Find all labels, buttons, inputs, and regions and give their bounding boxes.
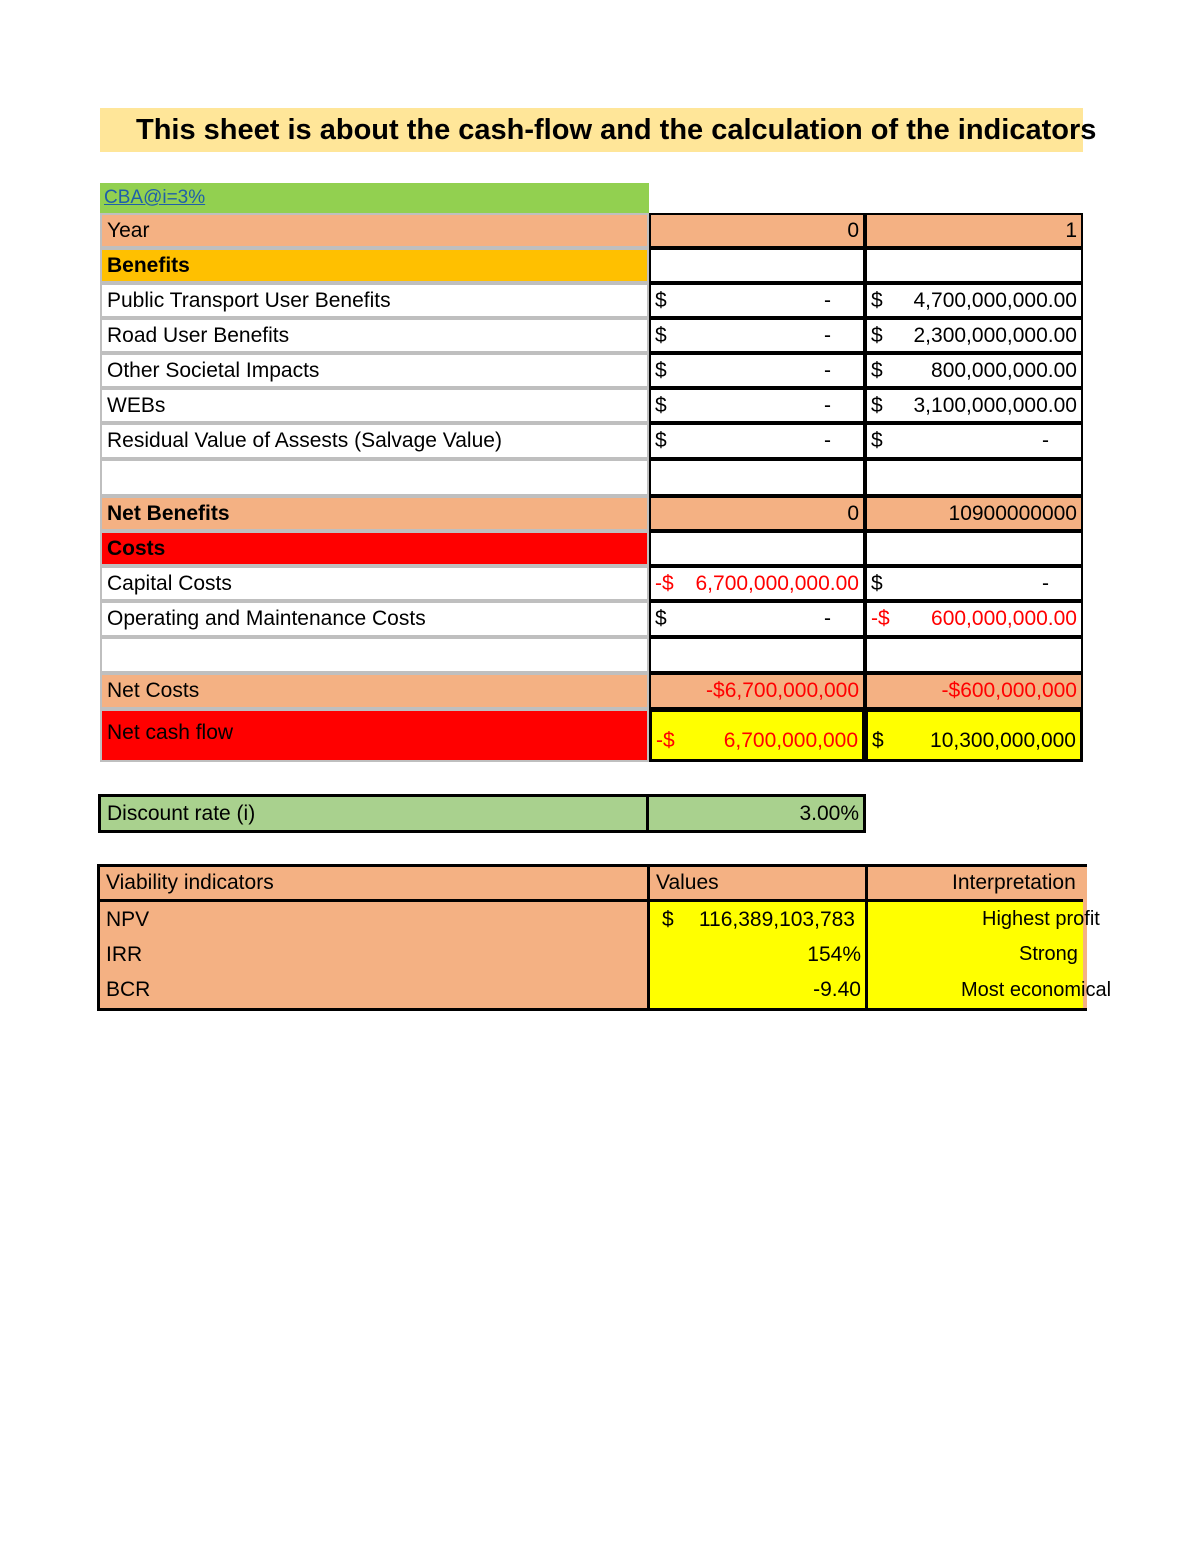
benefit-row-y0[interactable] <box>649 353 865 388</box>
currency-sign: $ <box>655 358 667 382</box>
net-cash-flow-y1[interactable] <box>865 709 1083 762</box>
amount: 6,700,000,000 <box>723 729 858 752</box>
amount: - <box>824 288 831 312</box>
npv-interpretation[interactable]: Highest profit <box>865 902 1083 937</box>
benefit-row-label[interactable]: Public Transport User Benefits <box>100 283 649 318</box>
benefits-header-y1[interactable] <box>865 248 1083 283</box>
benefit-row-label[interactable]: Road User Benefits <box>100 318 649 353</box>
benefit-row-y0[interactable] <box>649 318 865 353</box>
sheet-title-text: This sheet is about the cash-flow and the calculation of the indicators <box>136 114 1097 146</box>
benefit-row-label[interactable]: WEBs <box>100 388 649 423</box>
amount: - <box>824 323 831 347</box>
amount: 6,700,000,000.00 <box>695 571 859 595</box>
currency-sign: $ <box>871 323 883 347</box>
net-costs-y1[interactable]: -$600,000,000 <box>865 673 1083 709</box>
net-costs-y0[interactable]: -$6,700,000,000 <box>649 673 865 709</box>
currency-sign: $ <box>655 288 667 312</box>
net-benefits-y0[interactable]: 0 <box>649 496 865 531</box>
currency-sign: $ <box>871 393 883 417</box>
discount-rate-value[interactable]: 3.00% <box>646 794 866 833</box>
benefits-header[interactable]: Benefits <box>100 248 649 283</box>
costs-header-y0[interactable] <box>649 531 865 566</box>
cost-row-label[interactable]: Operating and Maintenance Costs <box>100 601 649 637</box>
amount: 600,000,000.00 <box>931 607 1077 630</box>
cost-row-y1[interactable] <box>865 601 1083 637</box>
currency-sign: $ <box>655 323 667 347</box>
currency-sign: -$ <box>655 571 674 595</box>
amount: - <box>824 429 831 452</box>
benefits-header-y0[interactable] <box>649 248 865 283</box>
benefit-row-y0[interactable] <box>649 423 865 459</box>
bcr-value[interactable]: -9.40 <box>647 972 865 1008</box>
benefit-row-y1[interactable] <box>865 353 1083 388</box>
benefit-row-y1[interactable] <box>865 423 1083 459</box>
viability-header-values[interactable]: Values <box>647 867 865 902</box>
benefit-row-y0[interactable] <box>649 283 865 318</box>
currency-sign: $ <box>662 907 674 931</box>
year-label[interactable]: Year <box>100 213 649 248</box>
amount: - <box>824 393 831 417</box>
benefit-row-y1[interactable] <box>865 283 1083 318</box>
net-costs-label[interactable]: Net Costs <box>100 673 649 709</box>
amount: 116,389,103,783 <box>698 907 855 931</box>
bcr-label[interactable]: BCR <box>100 972 647 1008</box>
amount: 10,300,000,000 <box>930 729 1076 752</box>
net-benefits-label[interactable]: Net Benefits <box>100 496 649 531</box>
currency-sign: $ <box>871 571 883 595</box>
viability-header-interpretation[interactable]: Interpretation <box>865 867 1083 902</box>
year-1-cell[interactable]: 1 <box>865 213 1083 248</box>
empty-row-y1[interactable] <box>865 459 1083 496</box>
empty-row-y0[interactable] <box>649 459 865 496</box>
amount: - <box>1042 429 1049 452</box>
currency-sign: $ <box>655 429 667 452</box>
costs-header[interactable]: Costs <box>100 531 649 566</box>
irr-interpretation[interactable]: Strong <box>865 937 1083 972</box>
net-cash-flow-y0[interactable] <box>649 709 865 762</box>
costs-header-y1[interactable] <box>865 531 1083 566</box>
benefit-row-y1[interactable] <box>865 388 1083 423</box>
currency-sign: -$ <box>656 729 675 752</box>
viability-header-label[interactable]: Viability indicators <box>100 867 647 902</box>
npv-label[interactable]: NPV <box>100 902 647 937</box>
year-0-cell[interactable]: 0 <box>649 213 865 248</box>
amount: - <box>1042 571 1049 595</box>
net-cash-flow-label[interactable]: Net cash flow <box>100 709 649 762</box>
empty-row-label[interactable] <box>100 459 649 496</box>
benefit-row-label[interactable]: Other Societal Impacts <box>100 353 649 388</box>
amount: 800,000,000.00 <box>931 358 1077 382</box>
benefit-row-y1[interactable] <box>865 318 1083 353</box>
empty-row-y0[interactable] <box>649 637 865 673</box>
amount: 2,300,000,000.00 <box>913 323 1077 347</box>
bcr-interpretation[interactable]: Most economical <box>865 972 1083 1008</box>
currency-sign: $ <box>655 607 667 630</box>
discount-rate-label[interactable]: Discount rate (i) <box>98 794 649 833</box>
net-benefits-y1[interactable]: 10900000000 <box>865 496 1083 531</box>
currency-sign: -$ <box>871 607 890 630</box>
benefit-row-y0[interactable] <box>649 388 865 423</box>
amount: - <box>824 358 831 382</box>
currency-sign: $ <box>871 358 883 382</box>
cba-link[interactable]: CBA@i=3% <box>104 187 206 208</box>
empty-row-label[interactable] <box>100 637 649 673</box>
cba-label-cell[interactable] <box>100 183 649 213</box>
currency-sign: $ <box>872 729 884 752</box>
sheet-title <box>100 108 1097 152</box>
irr-value[interactable]: 154% <box>647 937 865 972</box>
currency-sign: $ <box>655 393 667 417</box>
amount: - <box>824 607 831 630</box>
cost-row-y0[interactable] <box>649 566 865 601</box>
currency-sign: $ <box>871 429 883 452</box>
currency-sign: $ <box>871 288 883 312</box>
cost-row-y0[interactable] <box>649 601 865 637</box>
amount: 3,100,000,000.00 <box>913 393 1077 417</box>
npv-value[interactable] <box>647 902 865 937</box>
benefit-row-label[interactable]: Residual Value of Assests (Salvage Value) <box>100 423 649 459</box>
cost-row-label[interactable]: Capital Costs <box>100 566 649 601</box>
amount: 4,700,000,000.00 <box>913 288 1077 312</box>
cost-row-y1[interactable] <box>865 566 1083 601</box>
irr-label[interactable]: IRR <box>100 937 647 972</box>
empty-row-y1[interactable] <box>865 637 1083 673</box>
